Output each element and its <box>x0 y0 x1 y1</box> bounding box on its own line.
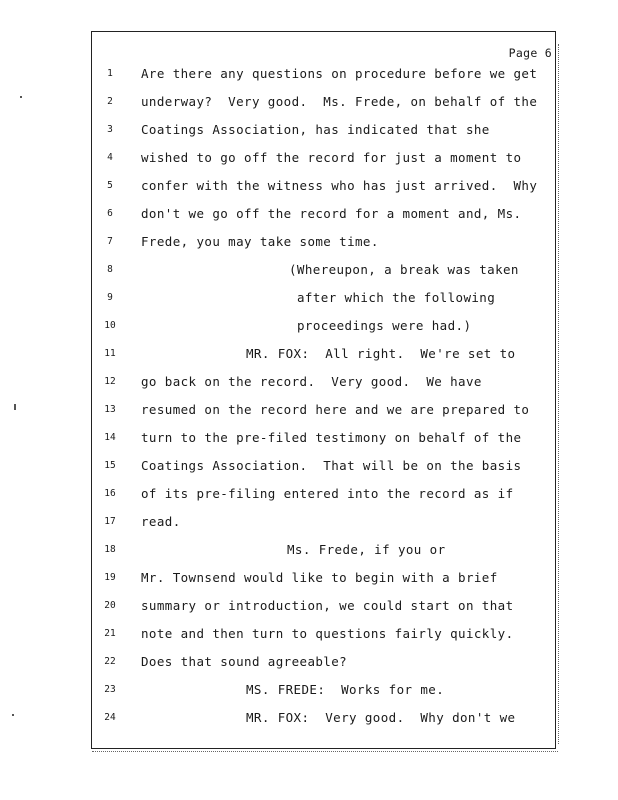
transcript-line <box>0 458 618 478</box>
line-text: go back on the record. Very good. We have <box>141 374 482 389</box>
transcript-line <box>0 570 618 590</box>
line-text: Ms. Frede, if you or <box>287 542 446 557</box>
transcript-line <box>0 626 618 646</box>
transcript-line <box>0 66 618 86</box>
line-number: 22 <box>104 656 116 667</box>
transcript-line <box>0 486 618 506</box>
transcript-line <box>0 178 618 198</box>
line-text: read. <box>141 514 181 529</box>
line-number: 1 <box>107 68 113 79</box>
line-text: wished to go off the record for just a moment to <box>141 150 522 165</box>
line-number: 17 <box>104 516 116 527</box>
line-number: 6 <box>107 208 113 219</box>
line-text: note and then turn to questions fairly quickly. <box>141 626 514 641</box>
line-number: 19 <box>104 572 116 583</box>
transcript-line <box>0 318 618 338</box>
page-number: Page 6 <box>508 46 552 60</box>
transcript-line <box>0 402 618 422</box>
line-number: 14 <box>104 432 116 443</box>
line-text: confer with the witness who has just arrived. Why <box>141 178 538 193</box>
transcript-line <box>0 430 618 450</box>
line-number: 16 <box>104 488 116 499</box>
transcript-line <box>0 234 618 254</box>
page-edge-bottom <box>92 751 558 753</box>
line-number: 15 <box>104 460 116 471</box>
line-text: underway? Very good. Ms. Frede, on behalf of the <box>141 94 538 109</box>
transcript-line <box>0 598 618 618</box>
line-number: 9 <box>107 292 113 303</box>
line-number: 11 <box>104 348 116 359</box>
line-number: 18 <box>104 544 116 555</box>
line-text: after which the following <box>297 290 496 305</box>
line-text: (Whereupon, a break was taken <box>289 262 519 277</box>
transcript-line <box>0 542 618 562</box>
transcript-line <box>0 654 618 674</box>
line-number: 10 <box>104 320 116 331</box>
line-text: of its pre-filing entered into the record as if <box>141 486 514 501</box>
line-number: 2 <box>107 96 113 107</box>
line-text: MR. FOX: All right. We're set to <box>246 346 516 361</box>
transcript-line <box>0 514 618 534</box>
line-number: 12 <box>104 376 116 387</box>
transcript-line <box>0 122 618 142</box>
line-text: Mr. Townsend would like to begin with a brief <box>141 570 498 585</box>
line-text: summary or introduction, we could start on that <box>141 598 514 613</box>
line-number: 13 <box>104 404 116 415</box>
line-text: resumed on the record here and we are prepared to <box>141 402 530 417</box>
line-number: 23 <box>104 684 116 695</box>
line-number: 20 <box>104 600 116 611</box>
line-text: Frede, you may take some time. <box>141 234 379 249</box>
transcript-line <box>0 374 618 394</box>
line-text: proceedings were had.) <box>297 318 472 333</box>
transcript-line <box>0 346 618 366</box>
line-number: 24 <box>104 712 116 723</box>
transcript-line <box>0 150 618 170</box>
transcript-line <box>0 710 618 730</box>
line-number: 7 <box>107 236 113 247</box>
transcript-line <box>0 94 618 114</box>
line-text: Coatings Association. That will be on the basis <box>141 458 522 473</box>
line-number: 8 <box>107 264 113 275</box>
line-text: turn to the pre-filed testimony on behalf of the <box>141 430 522 445</box>
line-text: MR. FOX: Very good. Why don't we <box>246 710 516 725</box>
transcript-line <box>0 290 618 310</box>
line-text: Coatings Association, has indicated that she <box>141 122 490 137</box>
line-text: Does that sound agreeable? <box>141 654 348 669</box>
transcript-line <box>0 682 618 702</box>
line-number: 5 <box>107 180 113 191</box>
line-text: MS. FREDE: Works for me. <box>246 682 445 697</box>
transcript-line <box>0 206 618 226</box>
line-text: don't we go off the record for a moment and, Ms. <box>141 206 522 221</box>
line-text: Are there any questions on procedure before we get <box>141 66 538 81</box>
line-number: 21 <box>104 628 116 639</box>
transcript-line <box>0 262 618 282</box>
line-number: 4 <box>107 152 113 163</box>
line-number: 3 <box>107 124 113 135</box>
